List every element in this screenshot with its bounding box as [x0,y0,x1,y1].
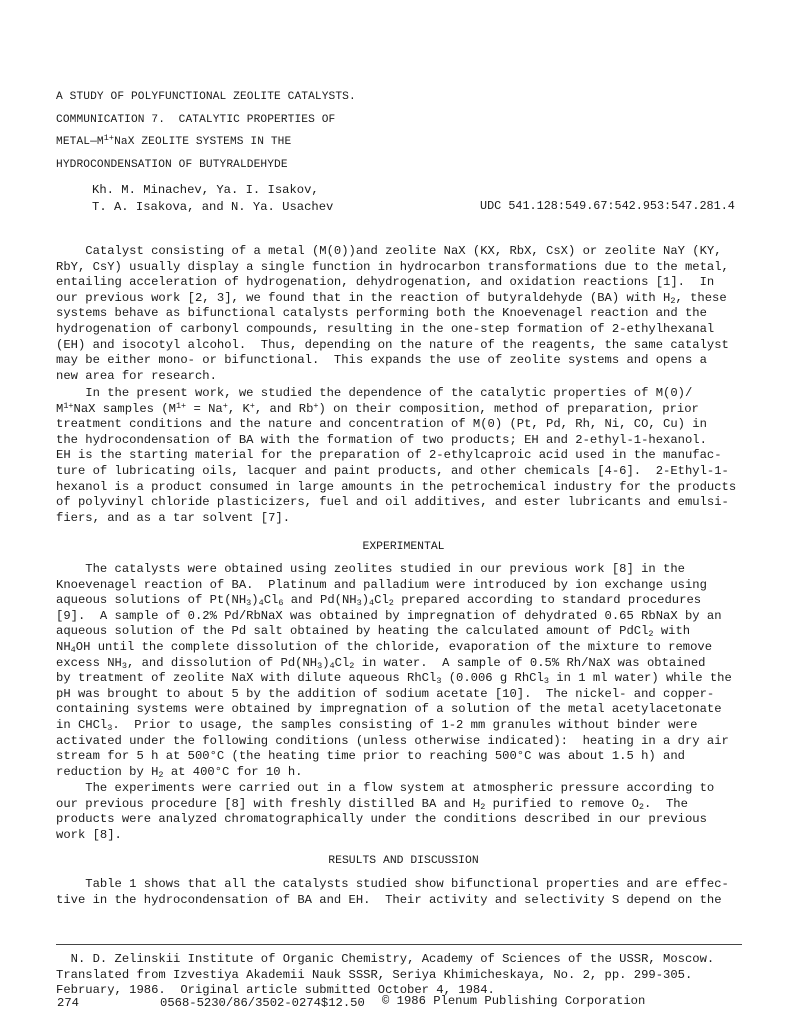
text-line: pH was brought to about 5 by the addition of sodium acetate [10]. The nickel- and copper- [56,686,715,701]
text-line: Table 1 shows that all the catalysts studied show bifunctional properties and are effec- [85,877,729,891]
text-line: our previous work [2, 3], we found that in the reaction of butyraldehyde (BA) with $H_2$, these [56,290,727,306]
text-line: our previous procedure [8] with freshly distilled BA and $H_2$ purified to remove $O_2$. The [56,796,688,812]
text-line: $M^{1+}NaX$ samples ($M^{1+} = Na^+$, K+, and Rb+) on their composition, method of preparation, prior [56,400,699,416]
text-line: of polyvinyl chloride plasticizers, fuel and oil additives, and ester lubricants and emulsi- [56,495,729,510]
text-line: treatment conditions and the nature and concentration of M(0) (Pt, Pd, Rh, Ni, CO, Cu) in [56,417,707,432]
results-paragraph [56,877,752,908]
text-line: fiers, and as a tar solvent [7]. [56,510,291,525]
text-line: (EH) and isocotyl alcohol. Thus, depending on the nature of the reagents, the same catalyst [56,337,729,352]
flow-system-paragraph [56,781,752,843]
page-number: 274 [57,996,79,1010]
text-line: reduction by $H_2$ at 400°C for 10 h. [56,764,303,780]
authors-line-1: Kh. M. Minachev, Ya. I. Isakov, [92,183,319,197]
title-line-3: $METAL—M^{1+}NaX$ ZEOLITE SYSTEMS IN THE [56,133,292,148]
text-line: aqueous solution of the Pd salt obtained by heating the calculated amount of PdCl$_2$ with [56,624,691,640]
title-line-2: COMMUNICATION 7. CATALYTIC PROPERTIES OF [56,113,336,126]
authors-line-2: T. A. Isakova, and N. Ya. Usachev [92,200,334,214]
text-line: N. D. Zelinskii Institute of Organic Chemistry, Academy of Sciences of the USSR, Moscow. [70,952,715,966]
text-line: The experiments were carried out in a flow system at atmospheric pressure according to [85,781,715,795]
title-line-1: A STUDY OF POLYFUNCTIONAL ZEOLITE CATALYSTS. [56,91,356,103]
title-line-4: HYDROCONDENSATION OF BUTYRALDEHYDE [56,158,288,171]
text-line: products were analyzed chromatographically under the conditions described in our previous [56,812,707,827]
text-line: tive in the hydrocondensation of BA and EH. Their activity and selectivity S depend on the [56,892,722,907]
publication-code: 0568-5230/86/3502-0274$12.50 [160,996,365,1010]
text-line: stream for 5 h at 500°C (the heating time prior to reaching 500°C was about 1.5 h) and [56,749,685,764]
text-line: work [8]. [56,827,122,842]
text-line: RbY, CsY) usually display a single function in hydrocarbon transformations due to the metal, [56,259,729,274]
text-line: In the present work, we studied the dependence of the catalytic properties of M(0)/ [85,386,693,400]
footnote [56,952,756,999]
text-line: entailing acceleration of hydrogenation, dehydrogenation, and oxidation reactions [1]. In [56,275,715,290]
article-title [56,86,436,176]
text-line: Knoevenagel reaction of BA. Platinum and palladium were introduced by ion exchange using [56,577,707,592]
authors [92,182,333,216]
text-line: by treatment of zeolite NaX with dilute aqueous RhCl$_3$ (0.006 g RhCl$_3$ in 1 ml water) while the [56,671,732,687]
text-line: EH is the starting material for the preparation of 2-ethylcaproic acid used in the manufac- [56,448,722,463]
text-line: hexanol is a product consumed in large amounts in the petrochemical industry for the products [56,479,737,494]
text-line: ture of lubricating oils, lacquer and paint products, and other chemicals [4-6]. 2-Ethyl-1- [56,463,729,478]
udc-code: UDC 541.128:549.67:542.953:547.281.4 [480,199,735,213]
present-work-paragraph [56,386,752,526]
text-line: containing systems were obtained by impregnation of a solution of the metal acetylacetonate [56,702,722,717]
text-line: $NH_4OH$ until the complete dissolution of the chloride, evaporation of the mixture to remove [56,639,713,655]
text-line: hydrogenation of carbonyl compounds, resulting in the one-step formation of 2-ethylhexanal [56,321,715,336]
text-line: aqueous solutions of $Pt(NH_3)_4Cl_6$ and $Pd(NH_3)_4Cl_2$ prepared according to standard procedures [56,593,702,609]
text-line: systems behave as bifunctional catalysts performing both the Knoevenagel reaction and the [56,306,707,321]
text-line: may be either mono- or bifunctional. This expands the use of zeolite systems and opens a [56,353,707,368]
text-line: February, 1986. Original article submitted October 4, 1984. [56,983,495,998]
copyright-notice: © 1986 Plenum Publishing Corporation [382,994,646,1008]
text-line: activated under the following conditions (unless otherwise indicated): heating in a dry air [56,733,729,748]
text-line: Catalyst consisting of a metal (M(0))and zeolite NaX (KX, RbX, CsX) or zeolite NaY (KY, [85,244,722,258]
footnote-divider [56,944,742,945]
text-line: new area for research. [56,368,217,383]
results-heading: RESULTS AND DISCUSSION [328,855,479,867]
text-line: [9]. A sample of 0.2% Pd/RbNaX was obtained by impregnation of dehydrated 0.65 RbNaX by an [56,608,722,623]
intro-paragraph [56,244,752,384]
experimental-paragraph [56,562,752,780]
experimental-heading: EXPERIMENTAL [362,541,445,553]
text-line: Translated from Izvestiya Akademii Nauk SSSR, Seriya Khimicheskaya, No. 2, pp. 299-305. [56,967,693,982]
text-line: excess $NH_3$, and dissolution of $Pd(NH_3)_4Cl_2$ in water. A sample of 0.5% Rh/NaX was obtained [56,655,706,671]
text-line: The catalysts were obtained using zeolites studied in our previous work [8] in the [85,562,685,576]
text-line: the hydrocondensation of BA with the formation of two products; EH and 2-ethyl-1-hexanol. [56,432,707,447]
text-line: in CHCl$_3$. Prior to usage, the samples consisting of 1-2 mm granules without binder were [56,717,698,733]
